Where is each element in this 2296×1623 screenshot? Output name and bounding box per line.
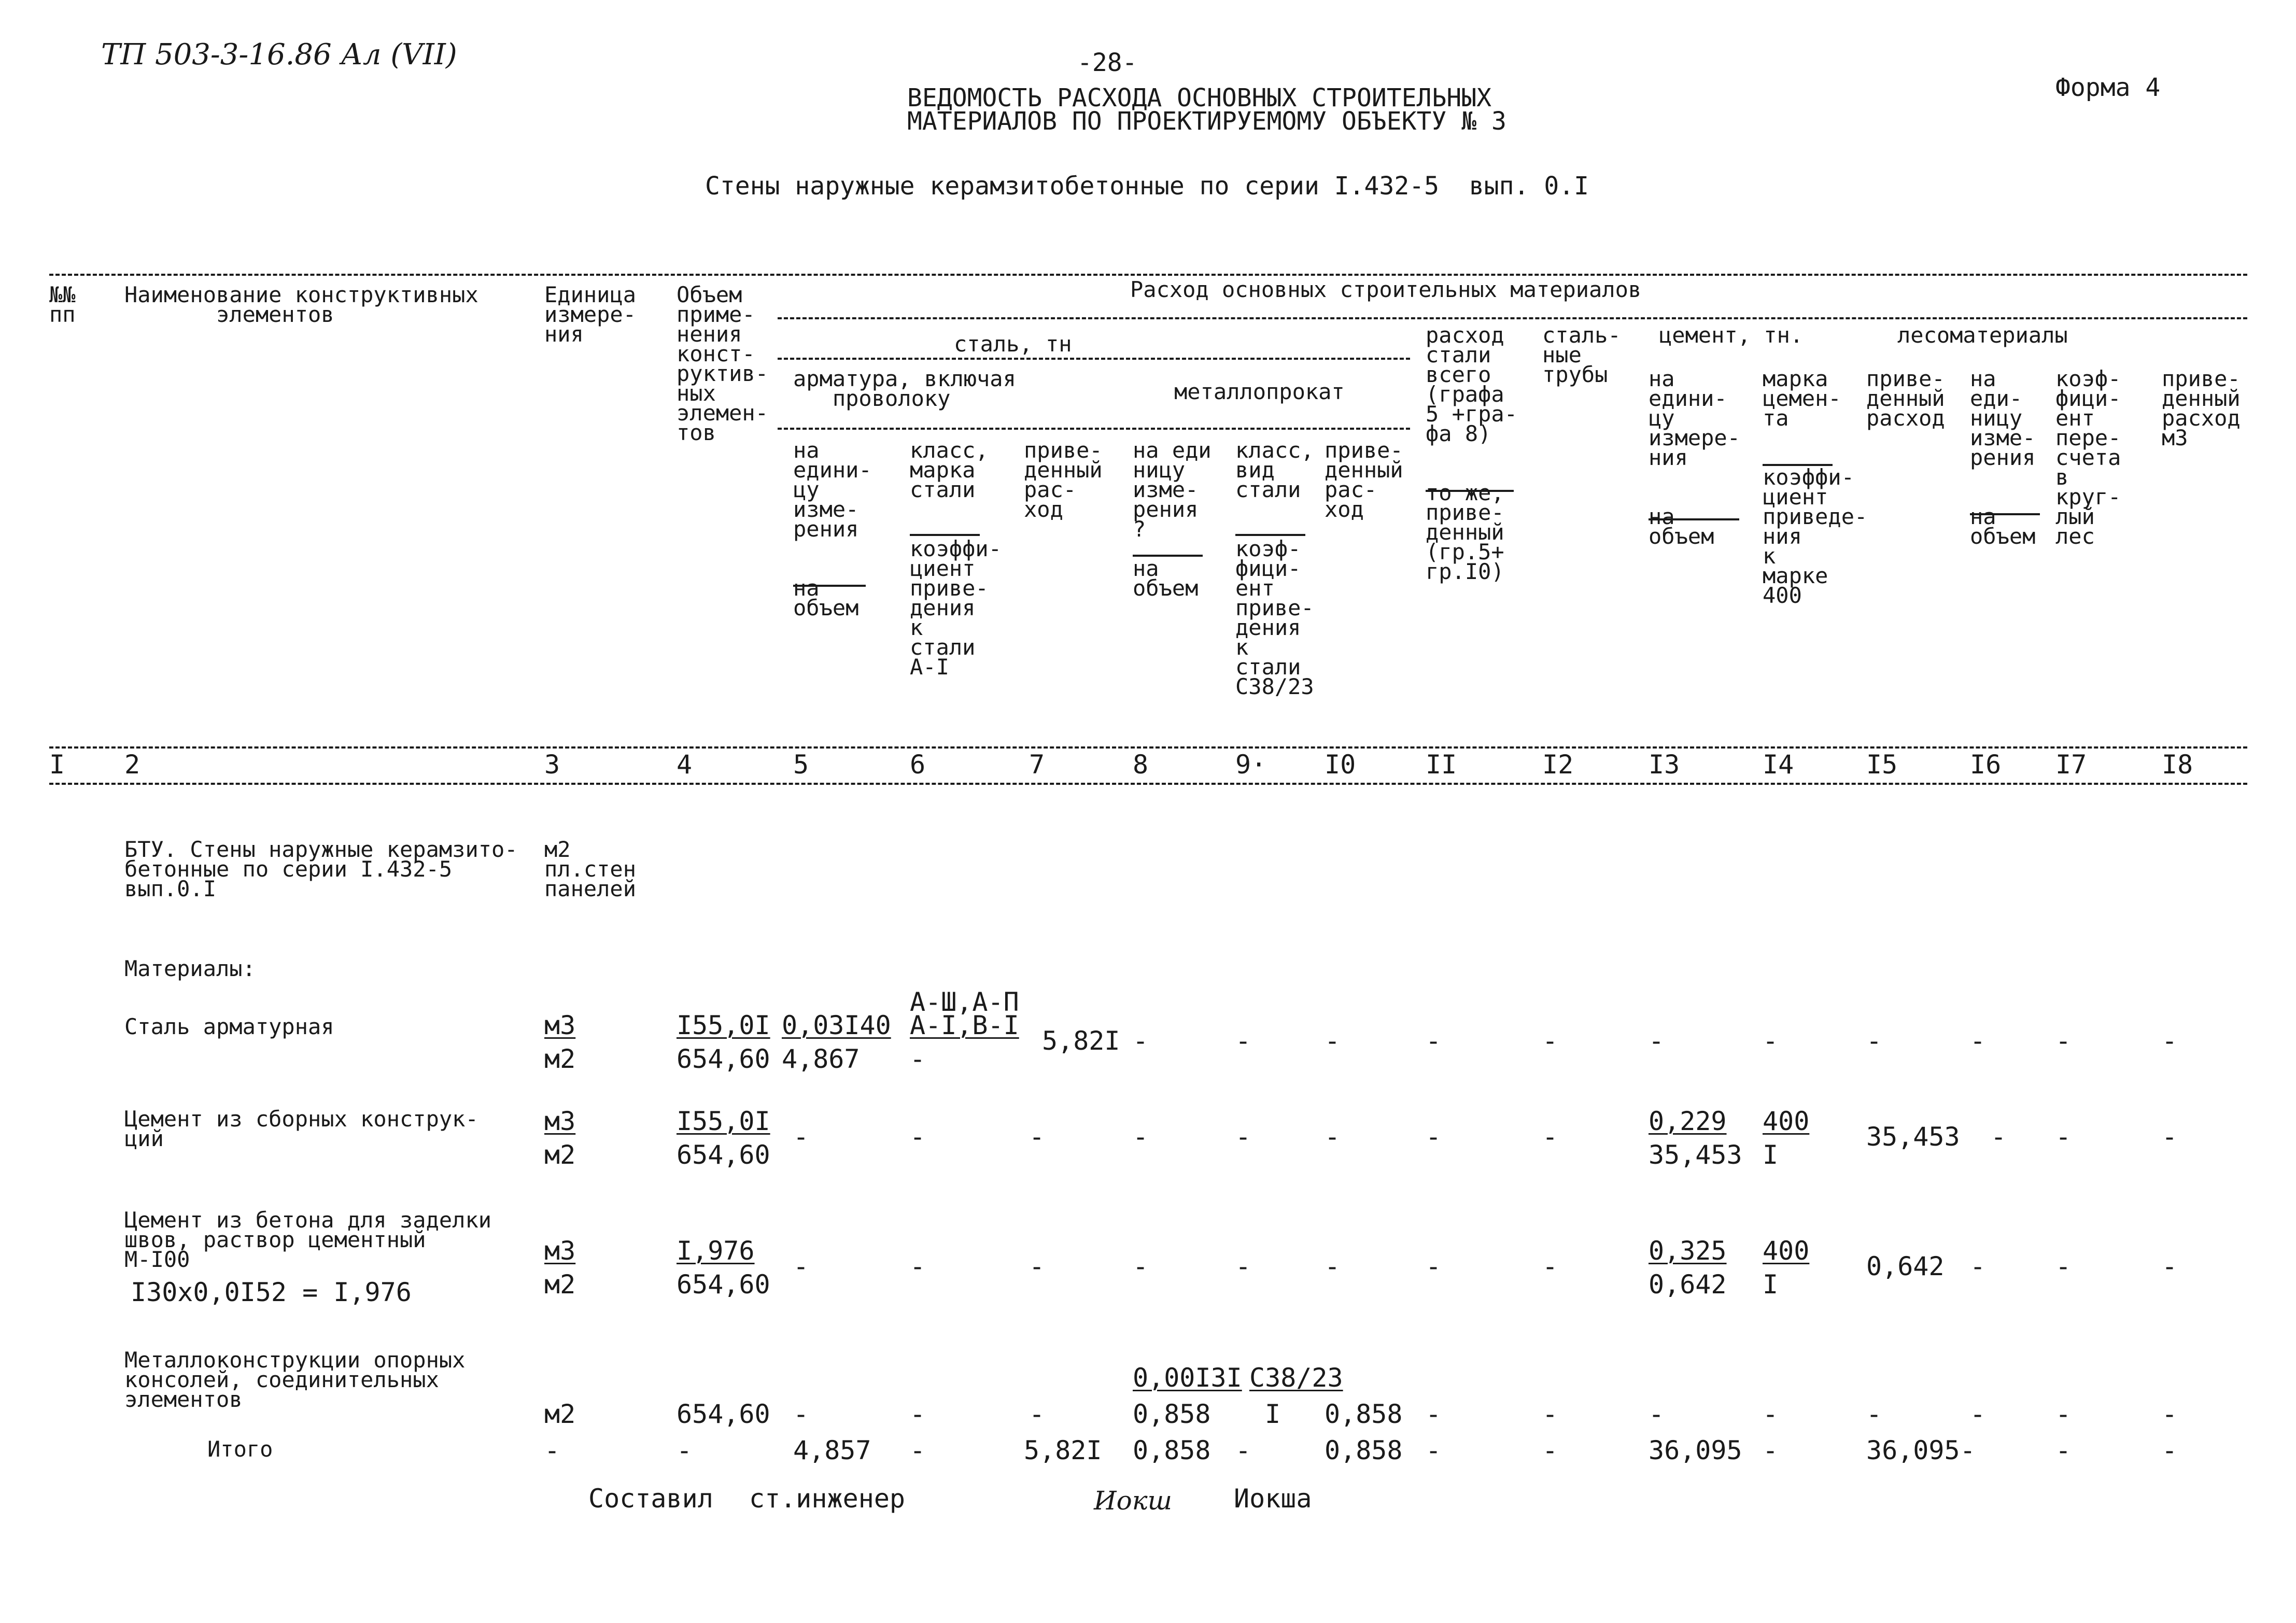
compiler-name: Иокша <box>1234 1484 1312 1514</box>
form-label: Форма 4 <box>2055 73 2161 102</box>
subtitle: Стены наружные керамзитобетонные по серии I.432-5 вып. 0.I <box>705 172 1589 201</box>
empty-cell: - <box>1970 1251 1986 1281</box>
volume-top: I55,0I <box>677 1010 770 1040</box>
total-col13: 36,095 <box>1649 1435 1742 1465</box>
column-number: I2 <box>1542 750 1574 780</box>
empty-cell: - <box>2162 1251 2178 1281</box>
unit-top: м3 <box>544 1106 576 1136</box>
header-col-7: приве- денный рас- ход <box>1024 437 1103 522</box>
col6-bottom: - <box>910 1044 926 1074</box>
document-code: ТП 503-3-16.86 Ал (VII) <box>101 38 457 72</box>
header-col-number: №№ пп <box>49 282 76 327</box>
column-number: 9· <box>1235 750 1267 780</box>
empty-cell: - <box>910 1122 926 1152</box>
empty-cell: - <box>1542 1435 1558 1465</box>
header-group-cement: цемент, тн. <box>1659 322 1804 348</box>
col15: 0,642 <box>1866 1251 1945 1281</box>
empty-cell: - <box>1542 1122 1558 1152</box>
col13-top: 0,325 <box>1649 1236 1727 1266</box>
page-number: -28- <box>1077 48 1137 77</box>
empty-cell: - <box>1426 1026 1442 1056</box>
header-col-14: марка цемен- та коэффи- циент приведе- ния к марке 400 <box>1763 366 1868 608</box>
row-name: Металлоконструкции опорных консолей, соединительных элементов <box>124 1347 466 1412</box>
header-col-18: приве- денный расход м3 <box>2162 366 2241 450</box>
empty-cell: - <box>1970 1399 1986 1429</box>
empty-cell: - <box>1991 1122 2007 1152</box>
column-number: I <box>49 750 65 780</box>
empty-cell: - <box>2162 1435 2178 1465</box>
header-col-13: на едини- цу измере- ния на объем <box>1649 366 1741 549</box>
total-col5: 4,857 <box>793 1435 871 1465</box>
column-number: 6 <box>910 750 926 780</box>
empty-cell: - <box>1133 1026 1149 1056</box>
title-line-2: МАТЕРИАЛОВ ПО ПРОЕКТИРУЕМОМУ ОБЪЕКТУ № 3 <box>907 107 1506 136</box>
column-number: I7 <box>2055 750 2087 780</box>
total-col10: 0,858 <box>1325 1435 1403 1465</box>
header-group-steel: сталь, тн <box>954 331 1072 357</box>
col5-top: 0,03I40 <box>782 1010 891 1040</box>
title-line-1: ВЕДОМОСТЬ РАСХОДА ОСНОВНЫХ СТРОИТЕЛЬНЫХ <box>907 83 1492 112</box>
column-number: 2 <box>124 750 140 780</box>
header-col-6: класс, марка стали коэффи- циент приве- дения к стали А-I <box>910 437 1002 680</box>
empty-cell: - <box>1970 1026 1986 1056</box>
empty-cell: - <box>1029 1122 1045 1152</box>
empty-cell: - <box>1542 1026 1558 1056</box>
col14-top: 400 <box>1763 1106 1810 1136</box>
column-number: I6 <box>1970 750 2002 780</box>
header-col-name: Наименование конструктивных элементов <box>124 282 478 327</box>
col13-top: 0,229 <box>1649 1106 1727 1136</box>
empty-cell: - <box>1426 1251 1442 1281</box>
header-col-9: класс, вид стали коэф- фици- ент приве- дения к стали С38/23 <box>1235 437 1314 699</box>
empty-cell: - <box>1133 1251 1149 1281</box>
row-calculation: I30х0,0I52 = I,976 <box>131 1277 412 1307</box>
header-bottom-rule <box>49 746 2247 749</box>
empty-cell: - <box>1235 1026 1251 1056</box>
group-rule <box>778 317 2247 319</box>
table-top-rule <box>49 274 2247 276</box>
empty-cell: - <box>1866 1399 1882 1429</box>
section-title: БТУ. Стены наружные керамзито- бетонные по серии I.432-5 вып.0.I <box>124 837 518 901</box>
unit-top: м3 <box>544 1010 576 1040</box>
col10: 0,858 <box>1325 1399 1403 1429</box>
column-number: 7 <box>1029 750 1045 780</box>
col13-bottom: 0,642 <box>1649 1269 1727 1300</box>
signature: Иокш <box>1094 1486 1172 1516</box>
header-col-16: на еди- ницу изме- рения на объем <box>1970 366 2036 549</box>
steel-sub-rule <box>778 428 1410 430</box>
header-col-15: приве- денный расход <box>1866 366 1945 431</box>
empty-cell: - <box>2055 1026 2072 1056</box>
empty-cell: - <box>2055 1122 2072 1152</box>
empty-cell: - <box>793 1122 809 1152</box>
empty-cell: - <box>2162 1399 2178 1429</box>
unit-top: м3 <box>544 1236 576 1266</box>
empty-cell: - <box>1866 1026 1882 1056</box>
empty-cell: - <box>1649 1399 1665 1429</box>
header-col-volume: Объем приме- нения конст- руктив- ных элемен- тов <box>677 282 769 445</box>
col13-bottom: 35,453 <box>1649 1140 1742 1170</box>
empty-cell: - <box>2055 1399 2072 1429</box>
row-name: Сталь арматурная <box>124 1014 334 1039</box>
unit-bottom: м2 <box>544 1140 576 1170</box>
unit: м2 <box>544 1399 576 1429</box>
compiled-by-label: Составил <box>588 1484 713 1514</box>
empty-cell: - <box>1763 1026 1779 1056</box>
total-col8: 0,858 <box>1133 1435 1211 1465</box>
empty-cell: - <box>1426 1435 1442 1465</box>
empty-cell: - <box>793 1251 809 1281</box>
empty-cell: - <box>1649 1026 1665 1056</box>
empty-cell: - <box>1426 1399 1442 1429</box>
compiler-position: ст.инженер <box>749 1484 906 1514</box>
header-col-5: на едини- цу изме- рения на объем <box>793 437 872 620</box>
column-number: 5 <box>793 750 809 780</box>
col8-top: 0,00I3I <box>1133 1363 1242 1393</box>
empty-cell: - <box>1133 1122 1149 1152</box>
header-group-timber: лесоматериалы <box>1897 322 2068 348</box>
unit-bottom: м2 <box>544 1269 576 1300</box>
col14-bottom: I <box>1763 1269 1779 1300</box>
row-name: Итого <box>207 1436 273 1462</box>
column-number: 3 <box>544 750 560 780</box>
empty-cell: - <box>1235 1251 1251 1281</box>
col14-bottom: I <box>1763 1140 1779 1170</box>
col9-bottom: I <box>1265 1399 1281 1429</box>
empty-cell: - <box>910 1399 926 1429</box>
empty-cell: - <box>1235 1435 1251 1465</box>
col7: 5,82I <box>1042 1026 1120 1056</box>
empty-cell: - <box>677 1435 693 1465</box>
empty-cell: - <box>2055 1251 2072 1281</box>
section-unit: м2 пл.стен панелей <box>544 837 637 901</box>
volume: 654,60 <box>677 1399 770 1429</box>
empty-cell: - <box>910 1435 926 1465</box>
col6-top: А-I,В-I <box>910 1010 1019 1040</box>
column-number: I8 <box>2162 750 2193 780</box>
volume-top: I,976 <box>677 1236 755 1266</box>
col14-top: 400 <box>1763 1236 1810 1266</box>
column-number: 4 <box>677 750 693 780</box>
col6-classes: А-Ш,А-П <box>910 987 1019 1017</box>
empty-cell: - <box>2162 1026 2178 1056</box>
header-col-unit: Единица измере- ния <box>544 282 637 347</box>
numbers-bottom-rule <box>49 783 2247 785</box>
materials-label: Материалы: <box>124 956 256 981</box>
empty-cell: - <box>1325 1122 1341 1152</box>
header-col-12: сталь- ные трубы <box>1542 322 1621 387</box>
header-col-17: коэф- фици- ент пере- счета в круг- лый лес <box>2055 366 2121 549</box>
empty-cell: - <box>910 1251 926 1281</box>
volume-bottom: 654,60 <box>677 1044 770 1074</box>
column-number: 8 <box>1133 750 1149 780</box>
empty-cell: - <box>1763 1435 1779 1465</box>
steel-rule <box>778 358 1410 360</box>
header-group-rebar: арматура, включая проволоку <box>793 366 1016 411</box>
total-col7: 5,82I <box>1024 1435 1102 1465</box>
col15: 35,453 <box>1866 1122 1960 1152</box>
volume-bottom: 654,60 <box>677 1140 770 1170</box>
header-col-10: приве- денный рас- ход <box>1325 437 1403 522</box>
empty-cell: - <box>1426 1122 1442 1152</box>
empty-cell: - <box>1029 1399 1045 1429</box>
empty-cell: - <box>1763 1399 1779 1429</box>
empty-cell: - <box>1325 1251 1341 1281</box>
column-number: I3 <box>1649 750 1680 780</box>
empty-cell: - <box>1542 1251 1558 1281</box>
empty-cell: - <box>2055 1435 2072 1465</box>
volume-top: I55,0I <box>677 1106 770 1136</box>
total-col15: 36,095- <box>1866 1435 1976 1465</box>
column-number: I4 <box>1763 750 1794 780</box>
unit-bottom: м2 <box>544 1044 576 1074</box>
empty-cell: - <box>1325 1026 1341 1056</box>
col9-top: С38/23 <box>1249 1363 1343 1393</box>
col5-bottom: 4,867 <box>782 1044 860 1074</box>
row-name: Цемент из бетона для заделки швов, раствор цементный М-I00 <box>124 1207 492 1272</box>
volume-bottom: 654,60 <box>677 1269 770 1300</box>
empty-cell: - <box>793 1399 809 1429</box>
col8-bottom: 0,858 <box>1133 1399 1211 1429</box>
column-number: II <box>1426 750 1457 780</box>
row-name: Цемент из сборных конструк- ций <box>124 1106 478 1151</box>
empty-cell: - <box>1235 1122 1251 1152</box>
column-number: I0 <box>1325 750 1356 780</box>
empty-cell: - <box>2162 1122 2178 1152</box>
header-group-main: Расход основных строительных материалов <box>1130 277 1642 302</box>
empty-cell: - <box>1542 1399 1558 1429</box>
header-col-8: на еди ницу изме- рения ? на объем <box>1133 437 1212 601</box>
empty-cell: - <box>1029 1251 1045 1281</box>
empty-cell: - <box>544 1435 560 1465</box>
header-col-11: расход стали всего (графа 5 +гра- фа 8) то же, приве- денный (гр.5+ гр.I0) <box>1426 322 1518 584</box>
column-number: I5 <box>1866 750 1898 780</box>
header-group-metal: металлопрокат <box>1174 379 1345 404</box>
